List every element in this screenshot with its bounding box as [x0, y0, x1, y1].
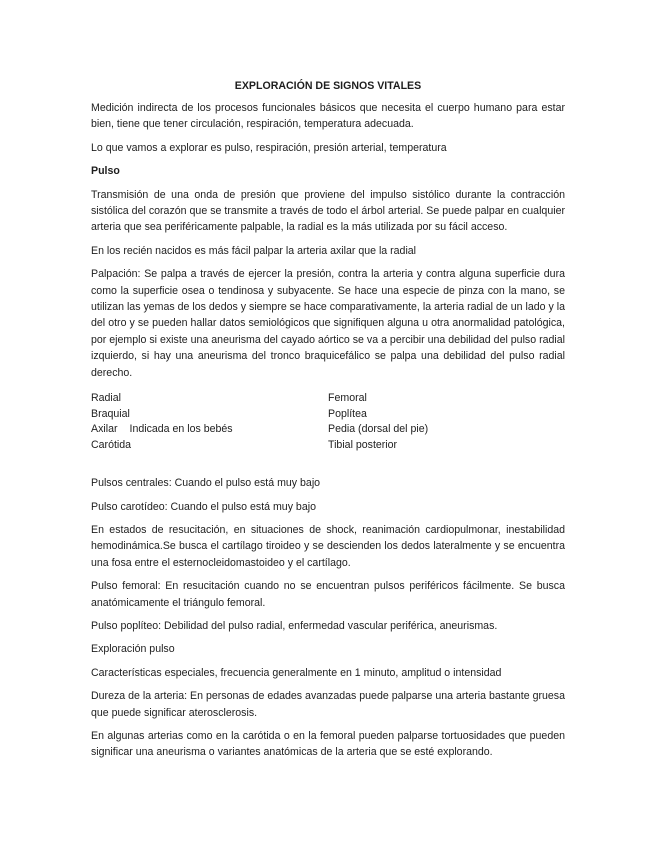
document-title: EXPLORACIÓN DE SIGNOS VITALES — [234, 80, 422, 92]
paragraph-definition: Medición indirecta de los procesos funcionales básicos que necesita el cuerpo humano para estar bien, tiene que tener circulación, respiración, temperatura adecuada. — [91, 102, 565, 131]
paragraph-pulse-definition: Transmisión de una onda de presión que proviene del impulso sistólico durante la contracción sistólica del corazón que se transmite a través de todo el árbol arterial. Se puede palpar en cualquier arteria que sea periféricamente palpable, la radial es la más utilizada por su fácil acceso. — [91, 188, 565, 234]
paragraph-newborns: En los recién nacidos es más fácil palpar la arteria axilar que la radial — [91, 244, 417, 257]
paragraph-palpation: Palpación: Se palpa a través de ejercer la presión, contra la arteria y contra alguna superficie dura como la superficie osea o tendinosa y subyacente. Se hace una especie de pinza con la mano, se utilizan las yemas de los dedos y siempre se hace comparativamente, la arteria radial de un lado y la del otro y se pueden hallar datos semiológicos que signifiquen alguna u otra anormalidad patológica, por ejemplo si existe una aneurisma del cayado aórtico se va a percibir una debilidad del pulso radial izquierdo, si hay una aneurisma del tronco braquicefálico se palpa una debilidad del pulso radial derecho. — [91, 268, 565, 379]
paragraph-popliteal-pulse: Pulso poplíteo: Debilidad del pulso radial, enfermedad vascular periférica, aneurismas. — [91, 619, 498, 632]
pulse-site: Femoral — [328, 392, 367, 405]
pulse-site: Poplítea — [328, 407, 367, 420]
paragraph-carotid-pulse: Pulso carotídeo: Cuando el pulso está muy bajo — [91, 500, 316, 513]
pulse-sites-left — [91, 391, 328, 453]
paragraph-tortuosities: En algunas arterias como en la carótida o en la femoral pueden palparse tortuosidades que pueden significar una aneurisma o variantes anatómicas de la arteria que se esté explorando. — [91, 729, 565, 759]
pulse-sites-list — [91, 391, 565, 453]
pulse-site: Radial — [91, 392, 122, 405]
pulse-site: Carótida — [91, 438, 132, 451]
pulse-site-note: Indicada en los bebés — [129, 423, 233, 436]
paragraph-characteristics: Características especiales, frecuencia generalmente en 1 minuto, amplitud o intensidad — [91, 666, 502, 679]
pulse-site: Tibial posterior — [328, 438, 398, 451]
paragraph-femoral-pulse: Pulso femoral: En resucitación cuando no se encuentran pulsos periféricos fácilmente. Se busca anatómicamente el triángulo femoral. — [91, 580, 565, 609]
paragraph-artery-hardness: Dureza de la arteria: En personas de edades avanzadas puede palparse una arteria bastante gruesa que puede significar aterosclerosis. — [91, 690, 565, 719]
paragraph-central-pulses: Pulsos centrales: Cuando el pulso está muy bajo — [91, 477, 321, 490]
pulse-site-row — [91, 422, 328, 438]
pulse-site: Pedia (dorsal del pie) — [328, 423, 429, 436]
heading-pulso: Pulso — [91, 165, 120, 178]
paragraph-pulse-exploration: Exploración pulso — [91, 643, 175, 656]
paragraph-explore-list: Lo que vamos a explorar es pulso, respiración, presión arterial, temperatura — [91, 141, 447, 154]
pulse-site: Axilar — [91, 423, 118, 436]
pulse-sites-right — [328, 391, 565, 453]
paragraph-resuscitation: En estados de resucitación, en situaciones de shock, reanimación cardiopulmonar, inestabilidad hemodinámica.Se busca el cartílago tiroideo y se descienden los dedos lateralmente y se encuentra una fosa entre el esternocleidomastoideo y el cartílago. — [91, 523, 565, 569]
pulse-site: Braquial — [91, 407, 130, 420]
